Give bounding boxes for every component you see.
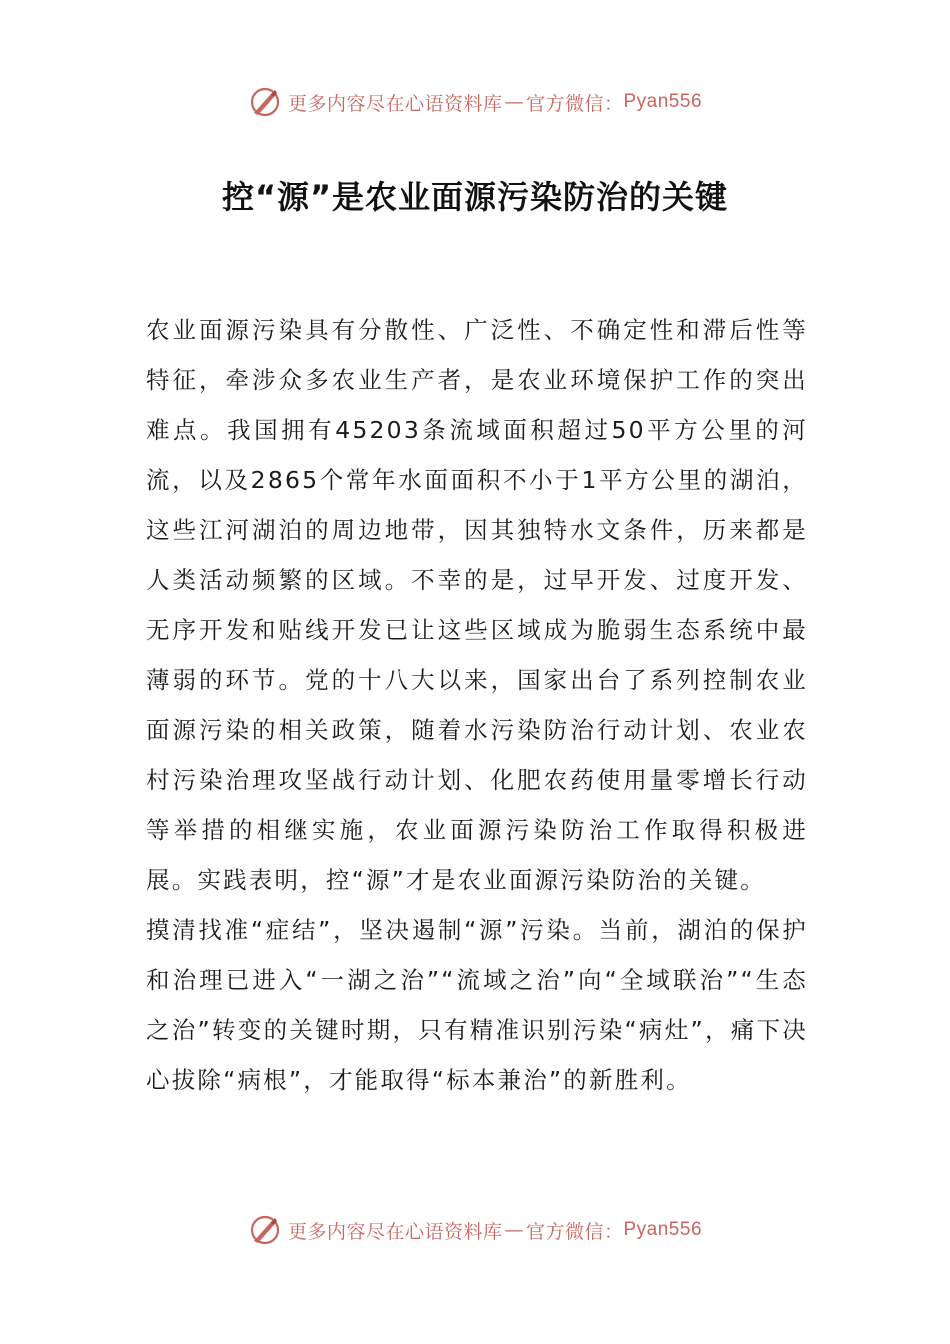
pen-circle-logo-icon: [248, 1213, 282, 1247]
document-title: 控“源”是农业面源污染防治的关键: [221, 178, 729, 216]
watermark-brand: 更多内容尽在心语资料库: [287, 92, 503, 115]
pen-circle-logo-icon: [248, 85, 282, 119]
document-body: [146, 305, 808, 1105]
watermark-separator: —: [504, 91, 524, 113]
watermark-contact-label: 官方微信：: [525, 1220, 624, 1243]
paragraph-1: 农业面源污染具有分散性、广泛性、不确定性和滞后性等特征，牵涉众多农业生产者，是农业环境保护工作的突出难点。我国拥有45203条流域面积超过50平方公里的河流，以及2865个常年水面面积不小于1平方公里的湖泊，这些江河湖泊的周边地带，因其独特水文条件，历来都是人类活动频繁的区域。不幸的是，过早开发、过度开发、无序开发和贴线开发已让这些区域成为脆弱生态系统中最薄弱的环节。党的十八大以来，国家出台了系列控制农业面源污染的相关政策，随着水污染防治行动计划、农业农村污染治理攻坚战行动计划、化肥农药使用量零增长行动等举措的相继实施，农业面源污染防治工作取得积极进展。实践表明，控“源”才是农业面源污染防治的关键。: [146, 316, 808, 894]
watermark-contact-id: Pyan556: [623, 91, 703, 112]
watermark-contact-label: 官方微信：: [525, 92, 624, 115]
footer-watermark: [0, 1210, 950, 1250]
watermark-separator: —: [504, 1219, 524, 1241]
paragraph-2: 摸清找准“症结”，坚决遏制“源”污染。当前，湖泊的保护和治理已进入“一湖之治”“流域之治”向“全域联治”“生态之治”转变的关键时期，只有精准识别污染“病灶”，痛下决心拔除“病根”，才能取得“标本兼治”的新胜利。: [146, 916, 808, 1094]
watermark-brand: 更多内容尽在心语资料库: [287, 1220, 503, 1243]
header-watermark: [0, 82, 950, 122]
watermark-contact-id: Pyan556: [623, 1219, 703, 1240]
